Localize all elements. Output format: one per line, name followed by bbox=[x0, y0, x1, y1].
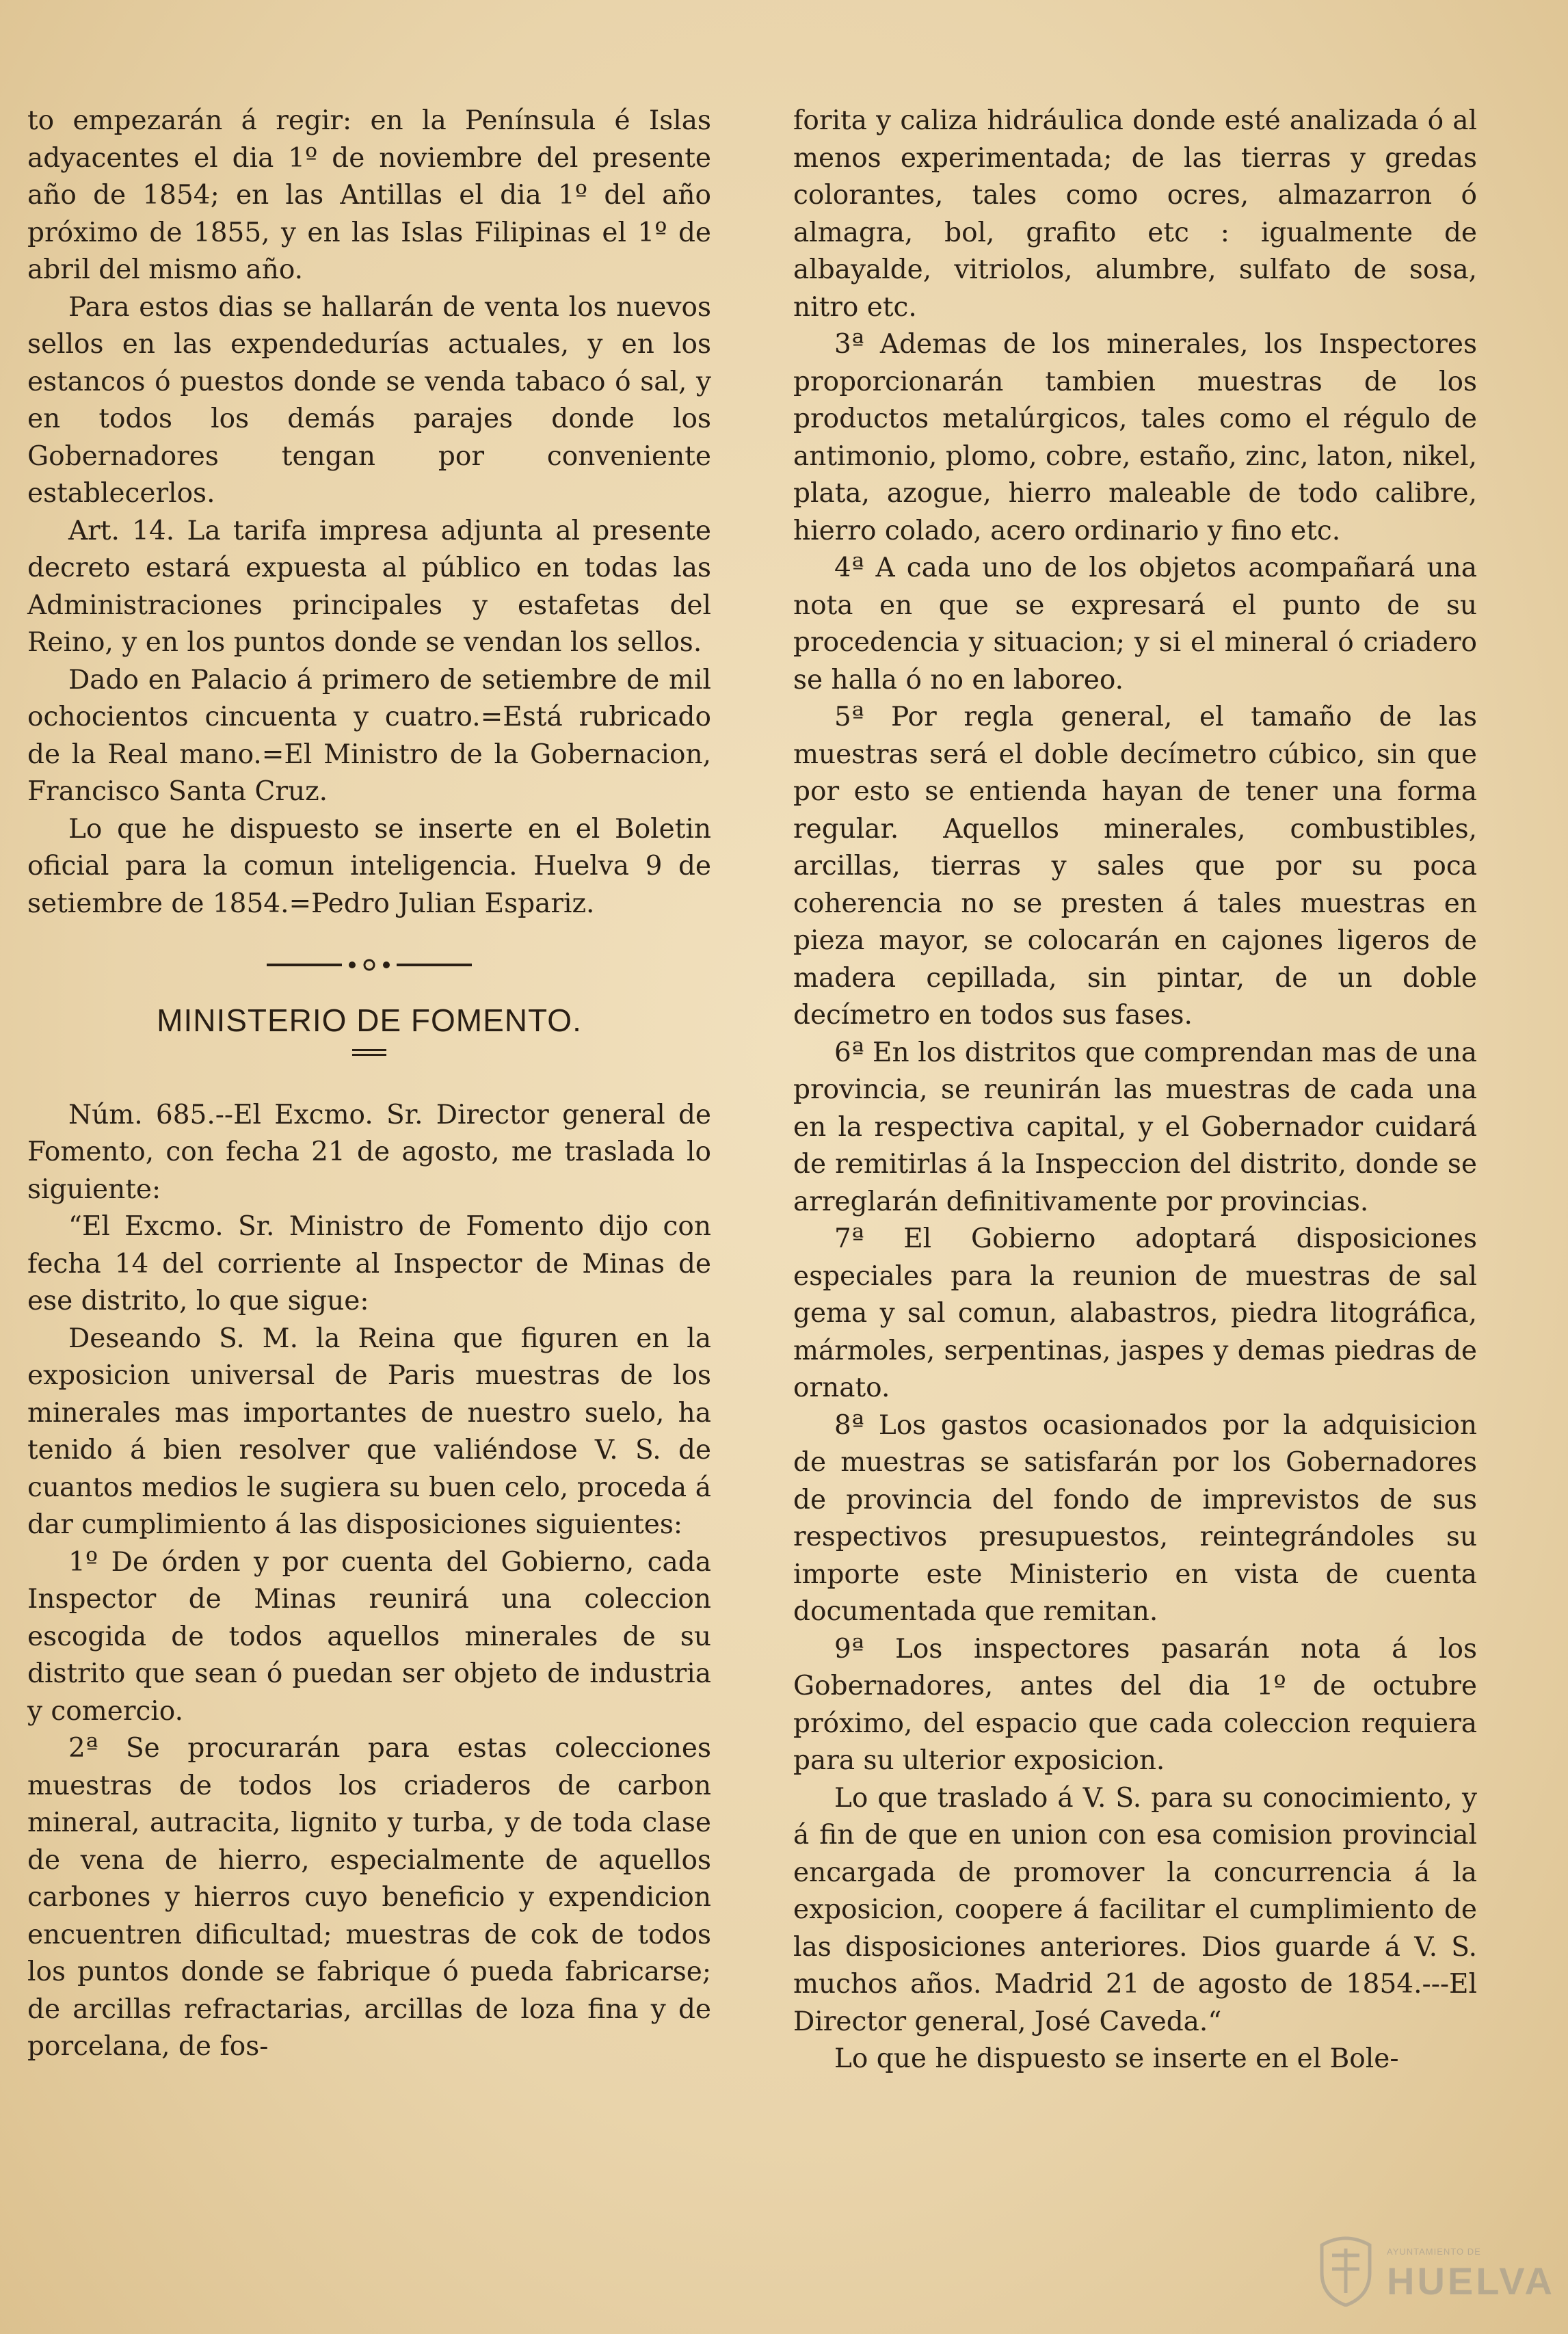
paragraph: to empezarán á regir: en la Península é Islas adyacentes el dia 1º de noviembre del presente año de 1854; en las Antillas el dia 1º del año próximo de 1855, y en las Islas Filipinas el 1º de abril del mismo año. bbox=[27, 105, 711, 285]
paragraph: 2ª Se procurarán para estas colecciones muestras de todos los criaderos de carbon mineral, autracita, lignito y turba, y de toda clase de vena de hierro, especialmente de aquellos carbones y hierros cuyo beneficio y expendicion encuentren dificultad; muestras de cok de todos los puntos donde se fabrique ó pueda fabricarse; de arcillas refractarias, arcillas de loza fina y de porcelana, de fos- bbox=[27, 1733, 711, 2062]
stamp-caption: AYUNTAMIENTO DE bbox=[1387, 2246, 1481, 2257]
paragraph: Art. 14. La tarifa impresa adjunta al presente decreto estará expuesta al público en todas las Administraciones principales y estafetas del Reino, y en los puntos donde se vendan los sellos. bbox=[27, 515, 711, 658]
section-ornament-divider bbox=[267, 958, 472, 972]
paragraph: Dado en Palacio á primero de setiembre de mil ochocientos cincuenta y cuatro.=Está rubricado de la Real mano.=El Ministro de la Gobernacion, Francisco Santa Cruz. bbox=[27, 664, 711, 807]
right-column bbox=[793, 103, 1477, 2078]
paragraph: 4ª A cada uno de los objetos acompañará una nota en que se expresará el punto de su procedencia y situacion; y si el mineral ó criadero se halla ó no en laboreo. bbox=[793, 553, 1477, 695]
paragraph: Lo que traslado á V. S. para su conocimiento, y á fin de que en union con esa comision provincial encargada de promover la concurrencia á la exposicion, coopere á facilitar el cumplimiento de las disposiciones anteriores. Dios guarde á V. S. muchos años. Madrid 21 de agosto de 1854.---El Director general, José Caveda.“ bbox=[793, 1782, 1477, 2037]
paragraph: 7ª El Gobierno adoptará disposiciones especiales para la reunion de muestras de sal gema y sal comun, alabastros, piedra litográfica, mármoles, serpentinas, jaspes y demas piedras de ornato. bbox=[793, 1223, 1477, 1403]
paragraph: Lo que he dispuesto se inserte en el Bole- bbox=[834, 2043, 1399, 2074]
title-double-rule bbox=[352, 1049, 386, 1056]
paragraph: 1º De órden y por cuenta del Gobierno, cada Inspector de Minas reunirá una coleccion escogida de todos aquellos minerales de su distrito que sean ó puedan ser objeto de industria y comercio. bbox=[27, 1546, 711, 1727]
paragraph: Deseando S. M. la Reina que figuren en la exposicion universal de Paris muestras de los minerales mas importantes de nuestro suelo, ha tenido á bien resolver que valiéndose V. S. de cuantos medios le sugiera su buen celo, proceda á dar cumplimiento á las disposiciones siguientes: bbox=[27, 1323, 711, 1540]
section-title: MINISTERIO DE FOMENTO. bbox=[157, 1003, 582, 1038]
paragraph: 6ª En los distritos que comprendan mas de una provincia, se reunirán las muestras de cada una en la respectiva capital, y el Gobernador cuidará de remitirlas á la Inspeccion del distrito, donde se arreglarán definitivamente por provincias. bbox=[793, 1037, 1477, 1217]
stamp-city-name: HUELVA bbox=[1387, 2259, 1555, 2303]
paragraph: Lo que he dispuesto se inserte en el Boletin oficial para la comun inteligencia. Huelva 9 de setiembre de 1854.=Pedro Julian Espariz. bbox=[27, 813, 711, 919]
archive-watermark-stamp bbox=[1315, 2231, 1555, 2307]
paragraph: 5ª Por regla general, el tamaño de las muestras será el doble decímetro cúbico, sin que por esto se entienda hayan de tener una forma regular. Aquellos minerales, combustibles, arcillas, tierras y sales que por su poca coherencia no se presten á tales muestras en pieza mayor, se colocarán en cajones ligeros de madera cepillada, sin pintar, de un doble decímetro en todos sus fases. bbox=[793, 702, 1477, 1031]
paragraph: 3ª Ademas de los minerales, los Inspectores proporcionarán tambien muestras de los productos metalúrgicos, tales como el régulo de antimonio, plomo, cobre, estaño, zinc, laton, nikel, plata, azogue, hierro maleable de todo calibre, hierro colado, acero ordinario y fino etc. bbox=[793, 329, 1477, 546]
paragraph: forita y caliza hidráulica donde esté analizada ó al menos experimentada; de las tierras y gredas colorantes, tales como ocres, almazarron ó almagra, bol, grafito etc : igualmente de albayalde, vitriolos, alumbre, sulfato de sosa, nitro etc. bbox=[793, 105, 1477, 323]
paragraph: “El Excmo. Sr. Ministro de Fomento dijo con fecha 14 del corriente al Inspector de Minas de ese distrito, lo que sigue: bbox=[27, 1211, 711, 1316]
left-column bbox=[27, 103, 711, 2066]
paragraph: 9ª Los inspectores pasarán nota á los Gobernadores, antes del dia 1º de octubre próximo, del espacio que cada coleccion requiera para su ulterior exposicion. bbox=[793, 1633, 1477, 1776]
city-coat-of-arms-icon bbox=[1315, 2231, 1377, 2307]
paragraph: 8ª Los gastos ocasionados por la adquisicion de muestras se satisfarán por los Gobernadores de provincia del fondo de imprevistos de sus respectivos presupuestos, reintegrándoles su importe este Ministerio en vista de cuenta documentada que remitan. bbox=[793, 1409, 1477, 1627]
paragraph: Núm. 685.--El Excmo. Sr. Director general de Fomento, con fecha 21 de agosto, me traslada lo siguiente: bbox=[27, 1099, 711, 1205]
paragraph: Para estos dias se hallarán de venta los nuevos sellos en las expendedurías actuales, y en los estancos ó puestos donde se venda tabaco ó sal, y en todos los demás parajes donde los Gobernadores tengan por conveniente establecerlos. bbox=[27, 291, 711, 509]
